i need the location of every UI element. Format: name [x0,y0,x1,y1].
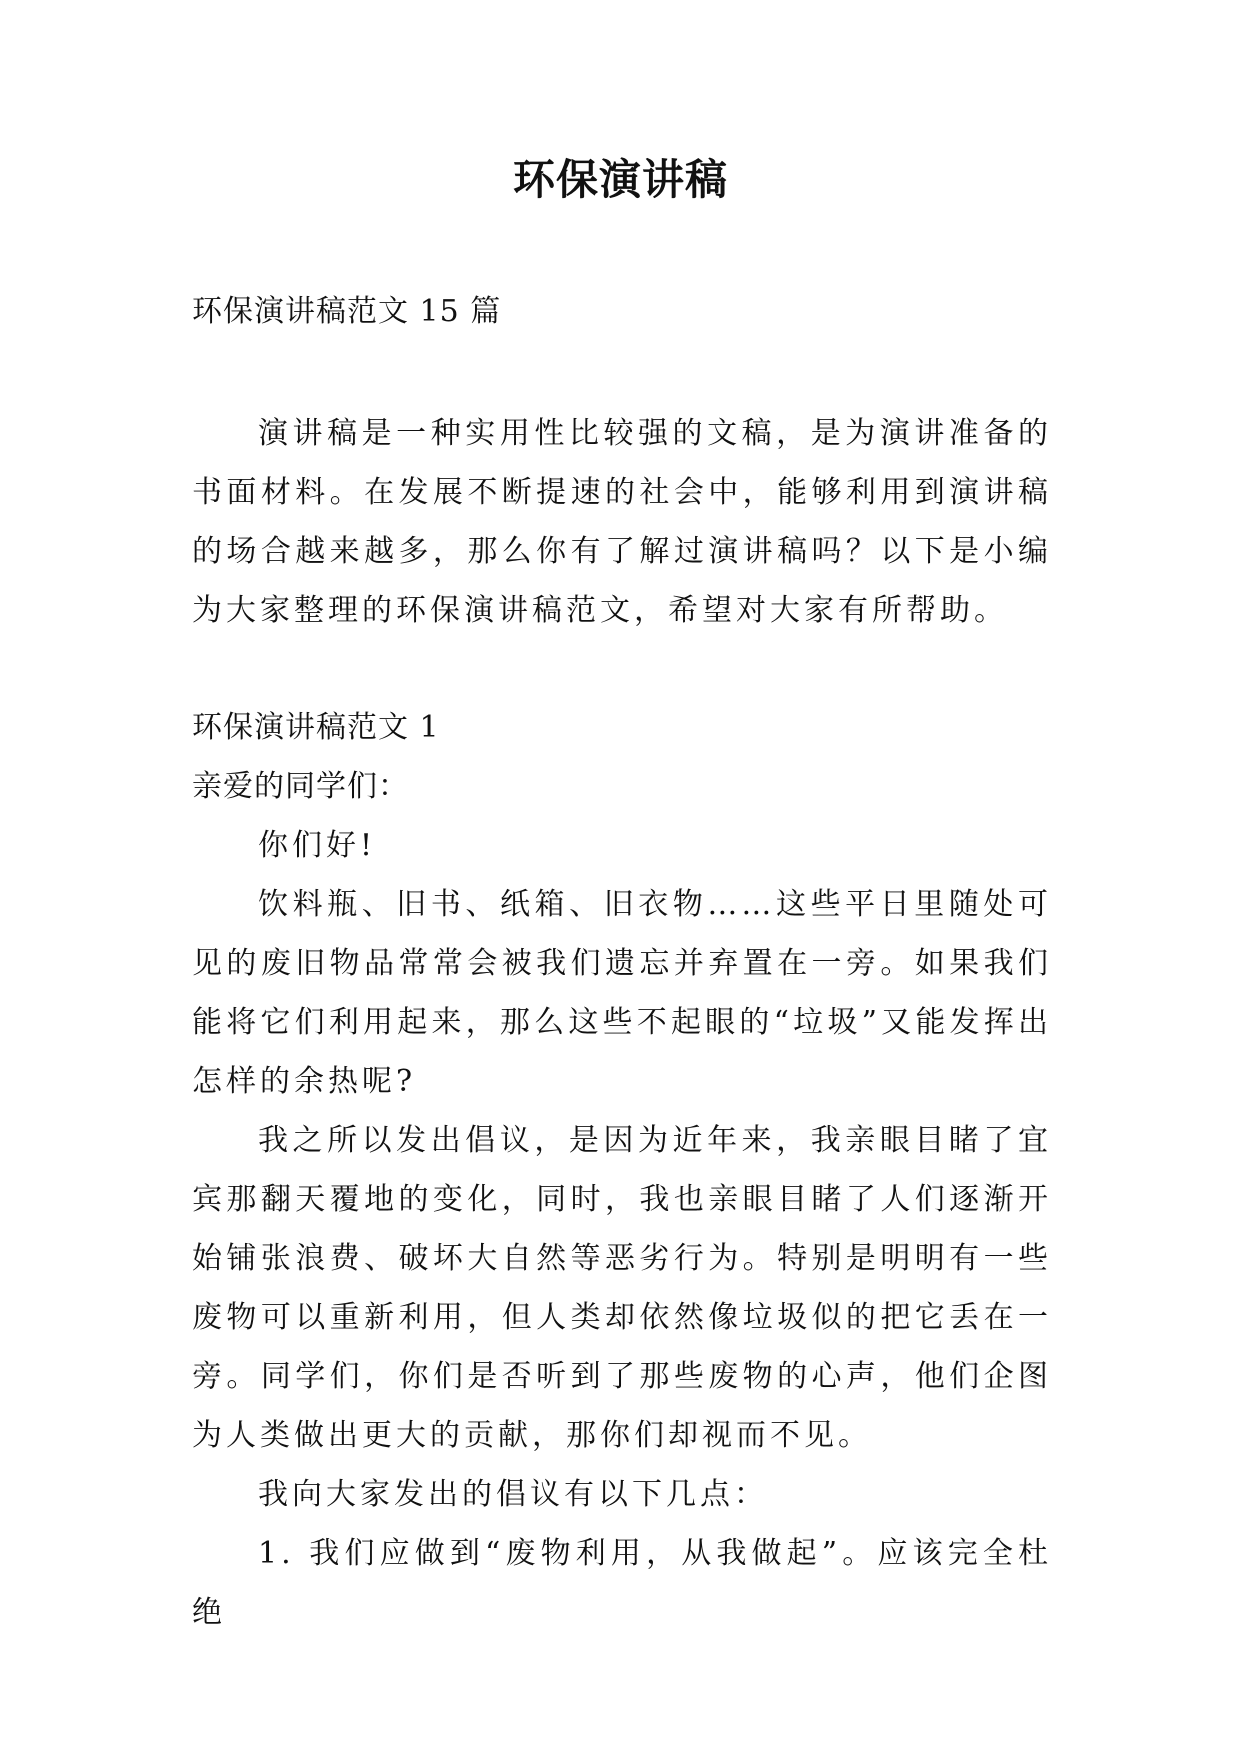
section-heading: 环保演讲稿范文 1 [192,710,440,745]
intro-paragraph: 演讲稿是一种实用性比较强的文稿，是为演讲准备的书面材料。在发展不断提速的社会中，能够利用到演讲稿的场合越来越多，那么你有了解过演讲稿吗？以下是小编为大家整理的环保演讲稿范文，希望对大家有所帮助。 [192,416,1052,628]
hello-line: 你们好! [258,828,377,863]
greeting: 亲爱的同学们： [192,769,409,804]
body-paragraph: 饮料瓶、旧书、纸箱、旧衣物……这些平日里随处可见的废旧物品常常会被我们遗忘并弃置在一旁。如果我们能将它们利用起来，那么这些不起眼的“垃圾”又能发挥出怎样的余热呢? [192,887,1052,1099]
document-title: 环保演讲稿 [512,155,728,204]
document-subtitle: 环保演讲稿范文 15 篇 [192,294,502,329]
body-paragraph: 1. 我们应做到“废物利用，从我做起”。应该完全杜绝 [192,1536,1052,1630]
body-paragraph: 我之所以发出倡议，是因为近年来，我亲眼目睹了宜宾那翻天覆地的变化，同时，我也亲眼目睹了人们逐渐开始铺张浪费、破坏大自然等恶劣行为。特别是明明有一些废物可以重新利用，但人类却依然像垃圾似的把它丢在一旁。同学们，你们是否听到了那些废物的心声，他们企图为人类做出更大的贡献，那你们却视而不见。 [192,1123,1052,1453]
speech-body [192,698,1052,1642]
body-paragraph: 我向大家发出的倡议有以下几点： [258,1477,768,1512]
